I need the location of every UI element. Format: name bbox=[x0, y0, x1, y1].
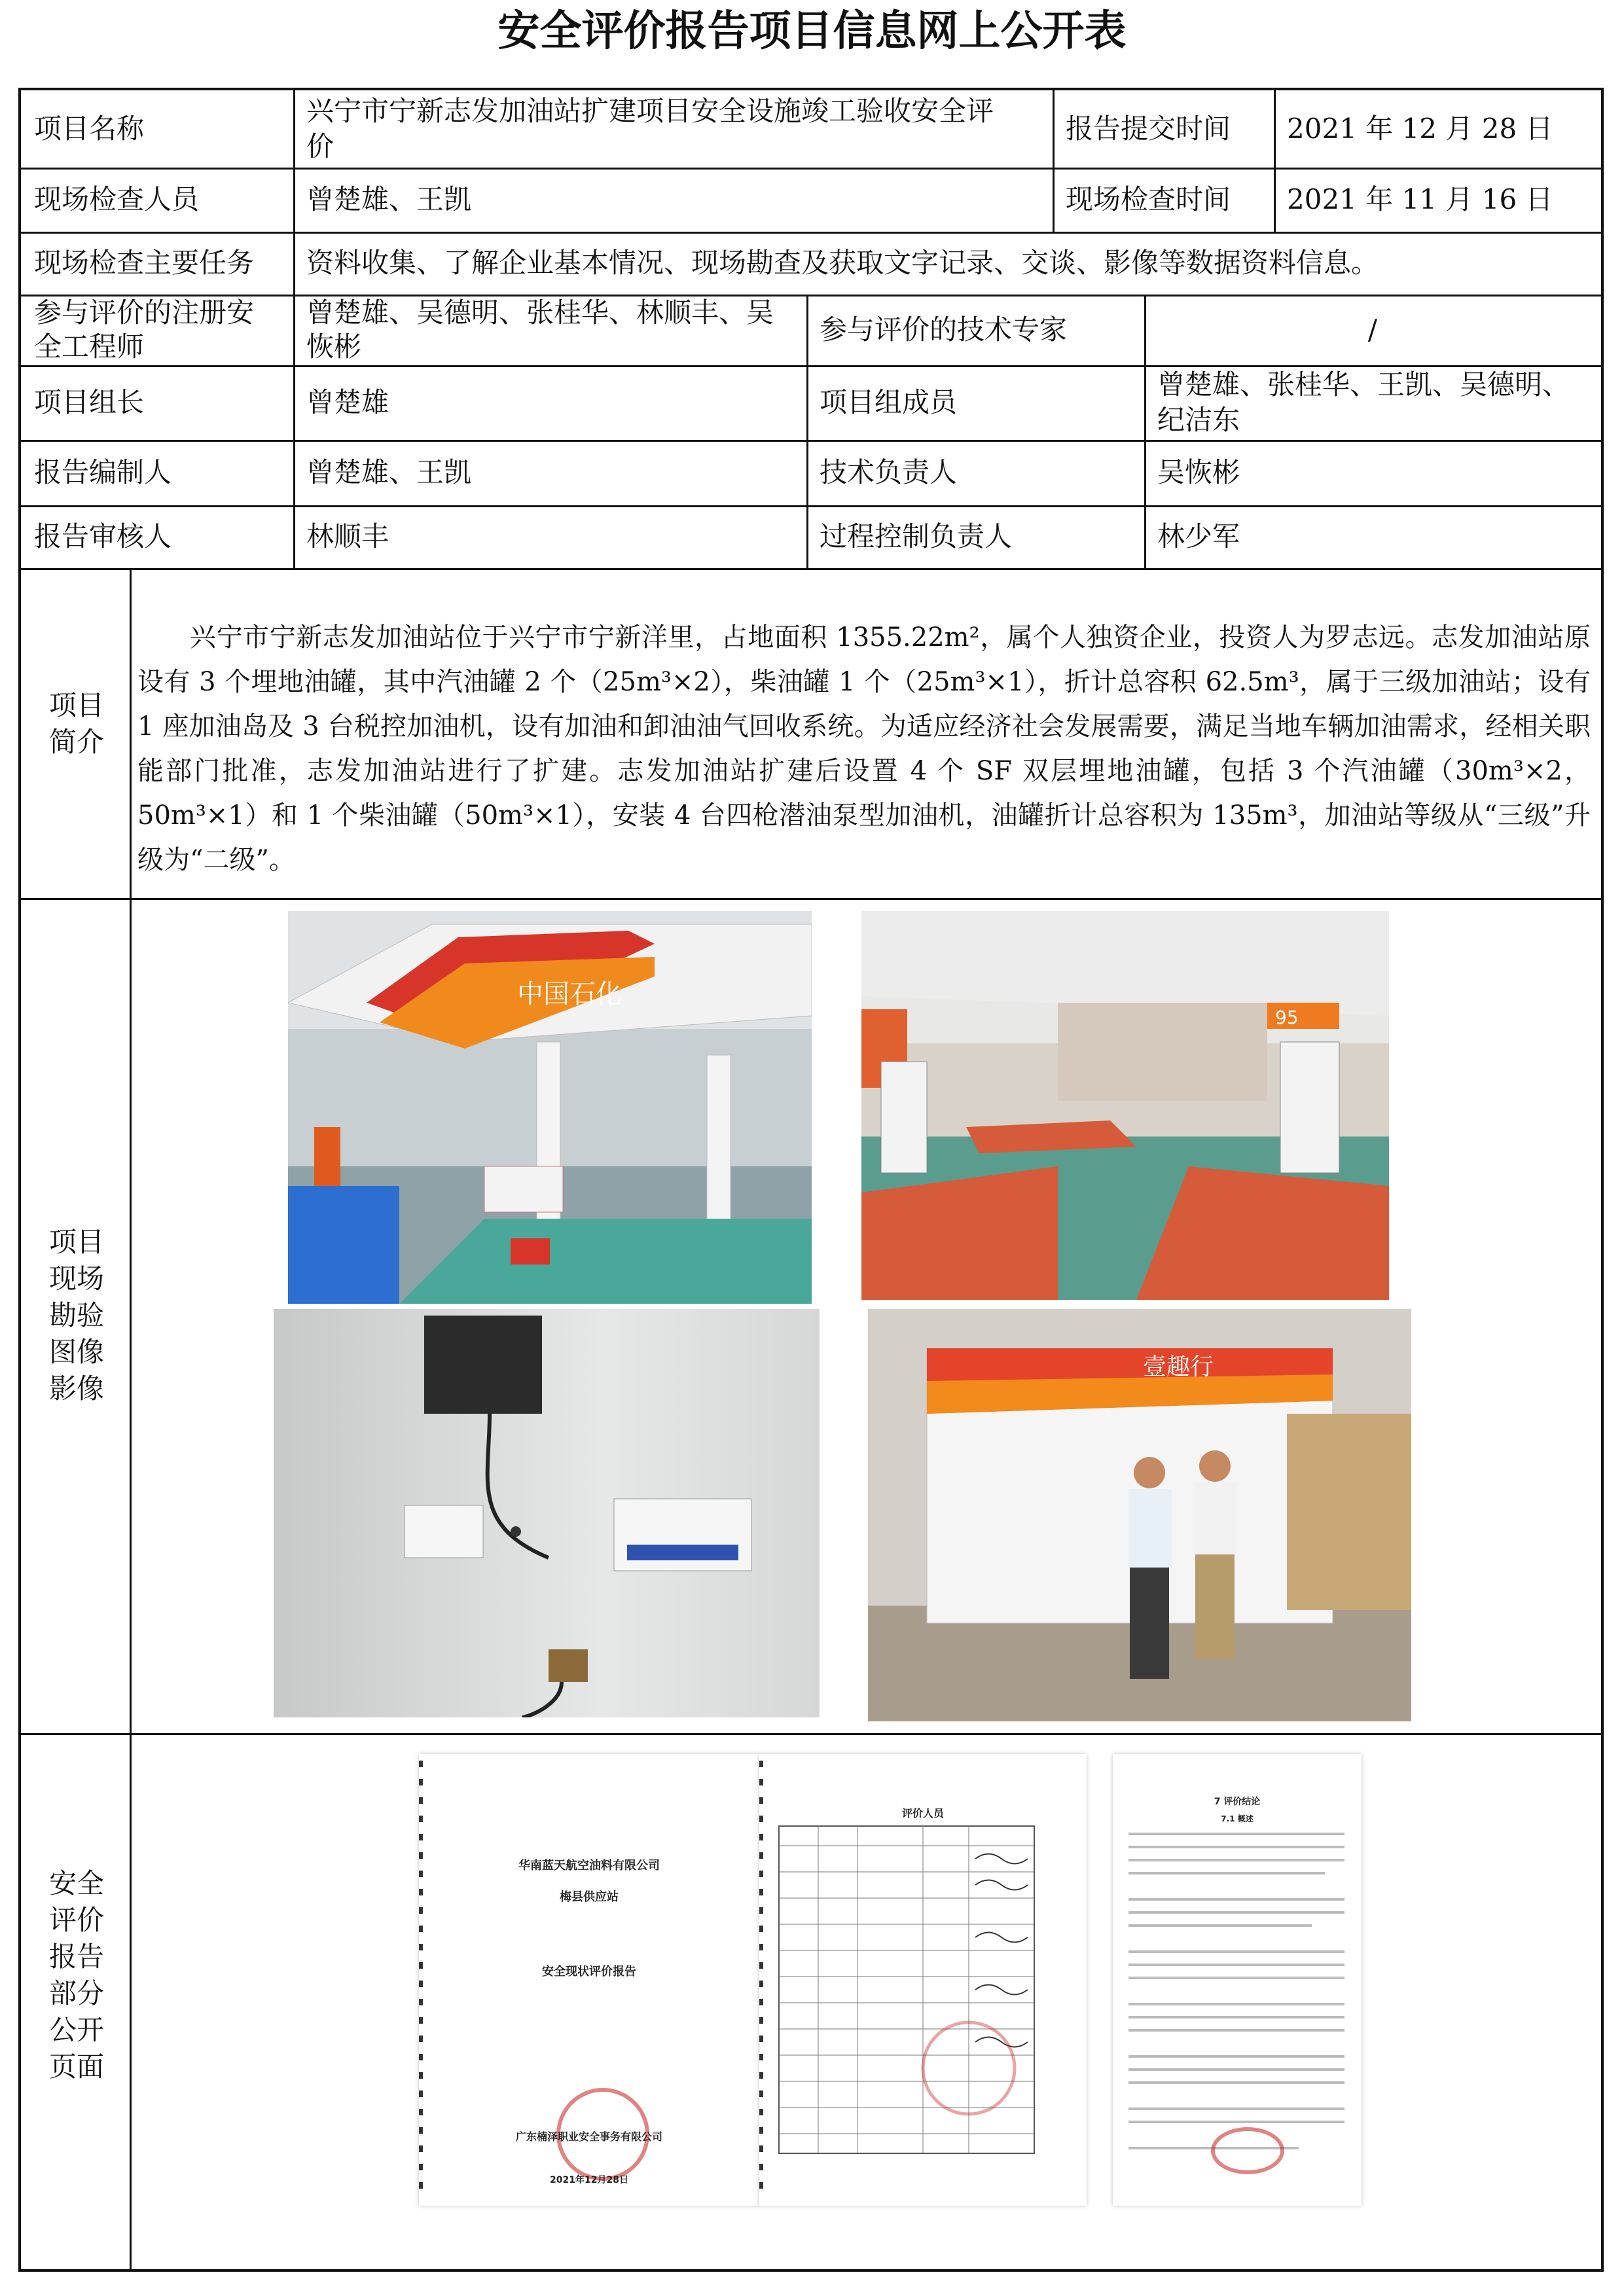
task-value: 资料收集、了解企业基本情况、现场勘查及获取文字记录、交谈、影像等数据资料信息。 bbox=[306, 247, 1379, 279]
photos-label bbox=[21, 1224, 132, 1407]
engineers-value bbox=[293, 295, 806, 365]
intro-label-line1: 项目 bbox=[48, 689, 104, 721]
canopy-sign-text: 中国石化 bbox=[517, 979, 622, 1009]
conclusion-stamp bbox=[1211, 2127, 1284, 2174]
task-label: 现场检查主要任务 bbox=[34, 247, 255, 279]
engineers-label bbox=[21, 295, 293, 365]
photos-label-line2: 现场 bbox=[48, 1263, 104, 1295]
members-value-line1: 曾楚雄、张桂华、王凯、吴德明、 bbox=[1157, 368, 1570, 401]
members-value bbox=[1144, 365, 1601, 440]
report-label-line5: 公开 bbox=[48, 2014, 104, 2046]
process-value: 林少军 bbox=[1157, 520, 1240, 552]
reviewer-value: 林顺丰 bbox=[306, 520, 389, 552]
project-name-value-line1: 兴宁市宁新志发加油站扩建项目安全设施竣工验收安全评 bbox=[306, 95, 994, 127]
cover-company: 华南蓝天航空油料有限公司 bbox=[518, 1859, 660, 1873]
experts-value: / bbox=[1367, 314, 1378, 346]
inspectors-illustration bbox=[868, 1309, 1411, 1721]
intro-label-line2: 简介 bbox=[48, 726, 104, 758]
author-label: 报告编制人 bbox=[34, 456, 172, 488]
dispenser-grade-text: 95 bbox=[1275, 1007, 1299, 1028]
evaluators-title: 评价人员 bbox=[901, 1807, 944, 1820]
cover-title: 安全现状评价报告 bbox=[542, 1965, 636, 1979]
intro-text: 兴宁市宁新志发加油站位于兴宁市宁新洋里，占地面积 1355.22m²，属个人独资企业，投资人为罗志远。志发加油站原设有 3 个埋地油罐，其中汽油罐 2 个（25m³×2），柴油罐 1 个（25m³×1），折计总容积 62.5m³，属于三级加油站；设有 1 座加油岛及 3 台税控加油机，设有加油和卸油油气回收系统。为适应经济社会发展需要，满足当地车辆加油需求，经相关职能部门批准，志发加油站进行了扩建。志发加油站扩建后设置 4 个 SF 双层埋地油罐，包括 3 个汽油罐（30m³×2，50m³×1）和 1 个柴油罐（50m³×1），安装 4 台四枪潜油泵型加油机，油罐折计总容积为 135m³，加油站等级从“三级”升级为“二级”。 bbox=[137, 622, 1591, 875]
monitor-illustration bbox=[274, 1309, 820, 1717]
tech-label: 技术负责人 bbox=[820, 456, 958, 488]
report-conclusion-page bbox=[1113, 1754, 1362, 2206]
cover-org: 广东楠泽职业安全事务有限公司 bbox=[515, 2130, 662, 2143]
engineers-value-line1: 曾楚雄、吴德明、张桂华、林顺丰、吴 bbox=[306, 296, 774, 329]
report-evaluators-page bbox=[759, 1754, 1087, 2206]
cover-date: 2021年12月28日 bbox=[550, 2175, 628, 2185]
store-sign-text: 壹趣行 bbox=[1143, 1354, 1214, 1380]
conclusion-subtitle: 7.1 概述 bbox=[1221, 1814, 1254, 1823]
report-label-line6: 页面 bbox=[48, 2051, 104, 2083]
leader-label: 项目组长 bbox=[34, 386, 145, 418]
report-cover-page bbox=[419, 1754, 759, 2206]
project-name-label: 项目名称 bbox=[34, 113, 145, 145]
submit-time-label: 报告提交时间 bbox=[1066, 113, 1231, 145]
engineers-label-line1: 参与评价的注册安 bbox=[34, 296, 255, 329]
report-label-line4: 部分 bbox=[48, 1977, 104, 2009]
photos-label-line3: 勘验 bbox=[48, 1299, 104, 1331]
tech-value: 吴恢彬 bbox=[1157, 456, 1240, 488]
report-pages-label bbox=[21, 1865, 132, 2085]
inspector-label: 现场检查人员 bbox=[34, 183, 200, 215]
evaluators-page-edge bbox=[759, 1761, 763, 2199]
site-photo-monitors bbox=[274, 1309, 820, 1717]
site-photo-canopy bbox=[288, 911, 812, 1304]
inspect-time-value: 2021 年 11 月 16 日 bbox=[1287, 183, 1553, 215]
site-photo-inspectors bbox=[868, 1309, 1411, 1721]
page-title: 安全评价报告项目信息网上公开表 bbox=[497, 7, 1127, 56]
process-label: 过程控制负责人 bbox=[820, 520, 1013, 552]
engineers-value-line2: 恢彬 bbox=[306, 331, 362, 363]
submit-time-value: 2021 年 12 月 28 日 bbox=[1287, 113, 1553, 145]
report-label-line2: 评价 bbox=[48, 1904, 104, 1936]
conclusion-title: 7 评价结论 bbox=[1214, 1797, 1261, 1807]
members-label: 项目组成员 bbox=[820, 386, 958, 418]
photos-label-line4: 图像 bbox=[48, 1336, 104, 1368]
inspector-value: 曾楚雄、王凯 bbox=[306, 183, 472, 215]
site-photo-dispensers bbox=[861, 911, 1389, 1300]
reviewer-label: 报告审核人 bbox=[34, 520, 172, 552]
author-value: 曾楚雄、王凯 bbox=[306, 456, 472, 488]
members-value-line2: 纪洁东 bbox=[1157, 404, 1240, 436]
cover-page-edge bbox=[419, 1761, 423, 2199]
intro-label bbox=[21, 687, 132, 761]
evaluators-table bbox=[759, 1754, 1087, 2206]
photos-label-line5: 影像 bbox=[48, 1372, 104, 1405]
dispenser-illustration bbox=[861, 911, 1389, 1300]
report-label-line3: 报告 bbox=[48, 1941, 104, 1973]
inspect-time-label: 现场检查时间 bbox=[1066, 183, 1231, 215]
photos-label-line1: 项目 bbox=[48, 1226, 104, 1258]
experts-label: 参与评价的技术专家 bbox=[820, 314, 1068, 346]
project-name-value bbox=[293, 90, 1053, 168]
canopy-illustration bbox=[288, 911, 812, 1304]
report-label-line1: 安全 bbox=[48, 1867, 104, 1899]
engineers-label-line2: 全工程师 bbox=[34, 331, 145, 363]
cover-branch: 梅县供应站 bbox=[560, 1890, 619, 1904]
leader-value: 曾楚雄 bbox=[306, 386, 389, 418]
project-name-value-line2: 价 bbox=[306, 130, 334, 162]
